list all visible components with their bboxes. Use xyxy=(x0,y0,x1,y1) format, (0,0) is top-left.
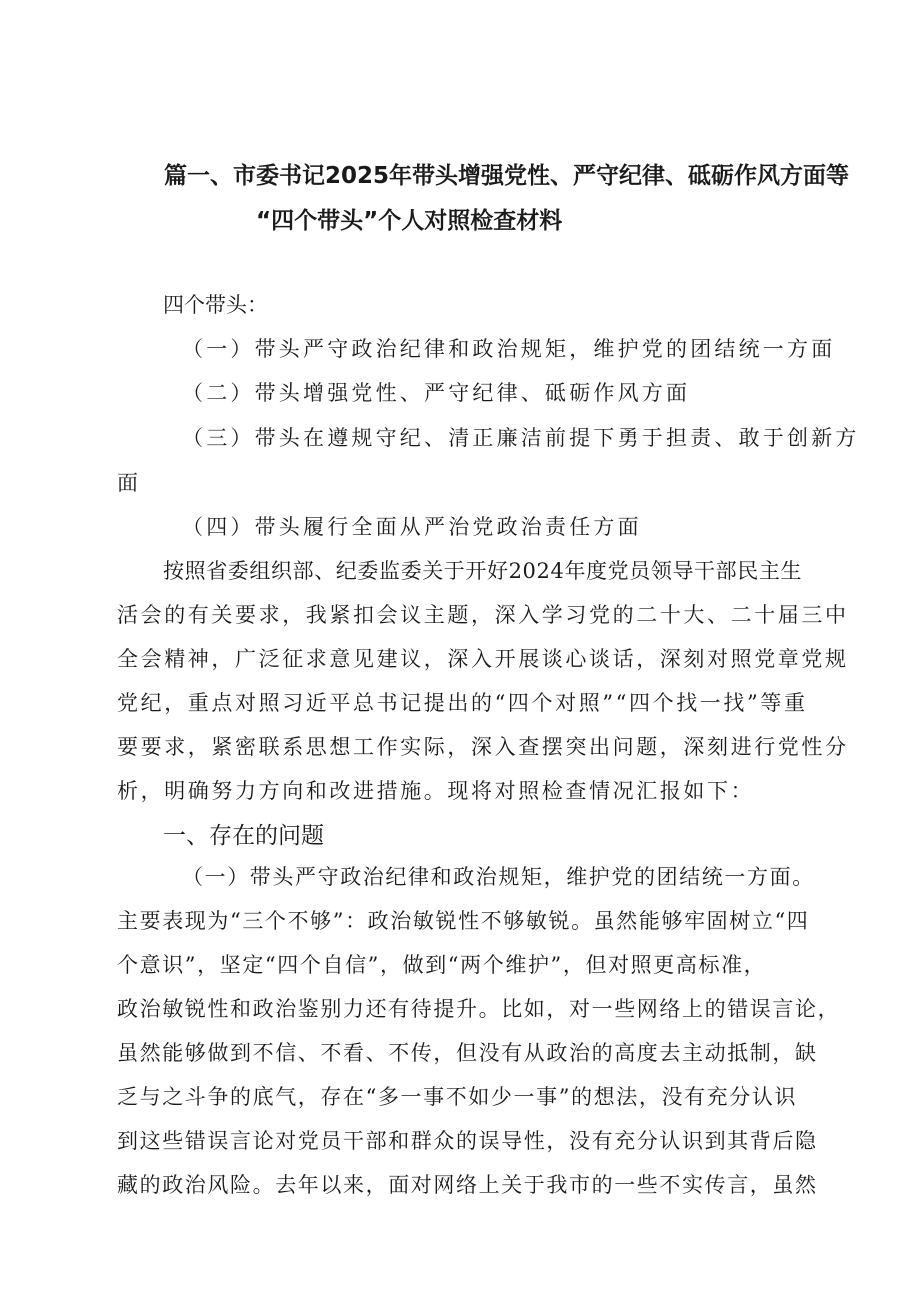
paragraph-2-line-5: 虽然能够做到不信、不看、不传，但没有从政治的高度去主动抵制，缺 xyxy=(117,1041,818,1065)
paragraph-1-line-4: 党纪，重点对照习近平总书记提出的“四个对照”“四个找一找”等重 xyxy=(117,691,808,715)
paragraph-1-line-1: 按照省委组织部、纪委监委关于开好2024年度党员领导干部民主生 xyxy=(163,559,803,583)
paragraph-2-line-3: 个意识”，坚定“四个自信”，做到“两个维护”，但对照更高标准， xyxy=(117,953,767,977)
paragraph-2-line-7: 到这些错误言论对党员干部和群众的误导性，没有充分认识到其背后隐 xyxy=(117,1129,818,1153)
list-item-3-continuation: 面 xyxy=(117,471,138,495)
paragraph-1-line-6: 析，明确努力方向和改进措施。现将对照检查情况汇报如下： xyxy=(117,779,755,803)
list-item-4: （四）带头履行全面从严治党政治责任方面 xyxy=(182,515,642,539)
paragraph-1-line-5: 要要求，紧密联系思想工作实际，深入查摆突出问题，深刻进行党性分 xyxy=(117,735,849,759)
paragraph-2-line-2: 主要表现为“三个不够”：政治敏锐性不够敏锐。虽然能够牢固树立“四 xyxy=(117,909,810,933)
section-1-heading: 一、存在的问题 xyxy=(163,823,324,849)
paragraph-2-line-8: 藏的政治风险。去年以来，面对网络上关于我市的一些不实传言，虽然 xyxy=(117,1173,818,1197)
intro-label: 四个带头： xyxy=(163,293,268,317)
list-item-1: （一）带头严守政治纪律和政治规矩，维护党的团结统一方面 xyxy=(182,337,836,361)
document-title-line-2: “四个带头”个人对照检查材料 xyxy=(256,208,563,234)
list-item-3: （三）带头在遵规守纪、清正廉洁前提下勇于担责、敢于创新方 xyxy=(182,426,860,450)
document-title-line-1: 篇一、市委书记2025年带头增强党性、严守纪律、砥砺作风方面等 xyxy=(164,163,850,189)
paragraph-2-line-6: 乏与之斗争的底气，存在“多一事不如少一事”的想法，没有充分认识 xyxy=(117,1085,798,1109)
paragraph-2-line-4: 政治敏锐性和政治鉴别力还有待提升。比如，对一些网络上的错误言论， xyxy=(117,997,841,1021)
paragraph-1-line-3: 全会精神，广泛征求意见建议，深入开展谈心谈话，深刻对照党章党规 xyxy=(117,647,849,671)
paragraph-1-line-2: 活会的有关要求，我紧扣会议主题，深入学习党的二十大、二十届三中 xyxy=(117,603,849,627)
list-item-2: （二）带头增强党性、严守纪律、砥砺作风方面 xyxy=(182,381,691,405)
paragraph-2-line-1: （一）带头严守政治纪律和政治规矩，维护党的团结统一方面。 xyxy=(182,865,815,889)
